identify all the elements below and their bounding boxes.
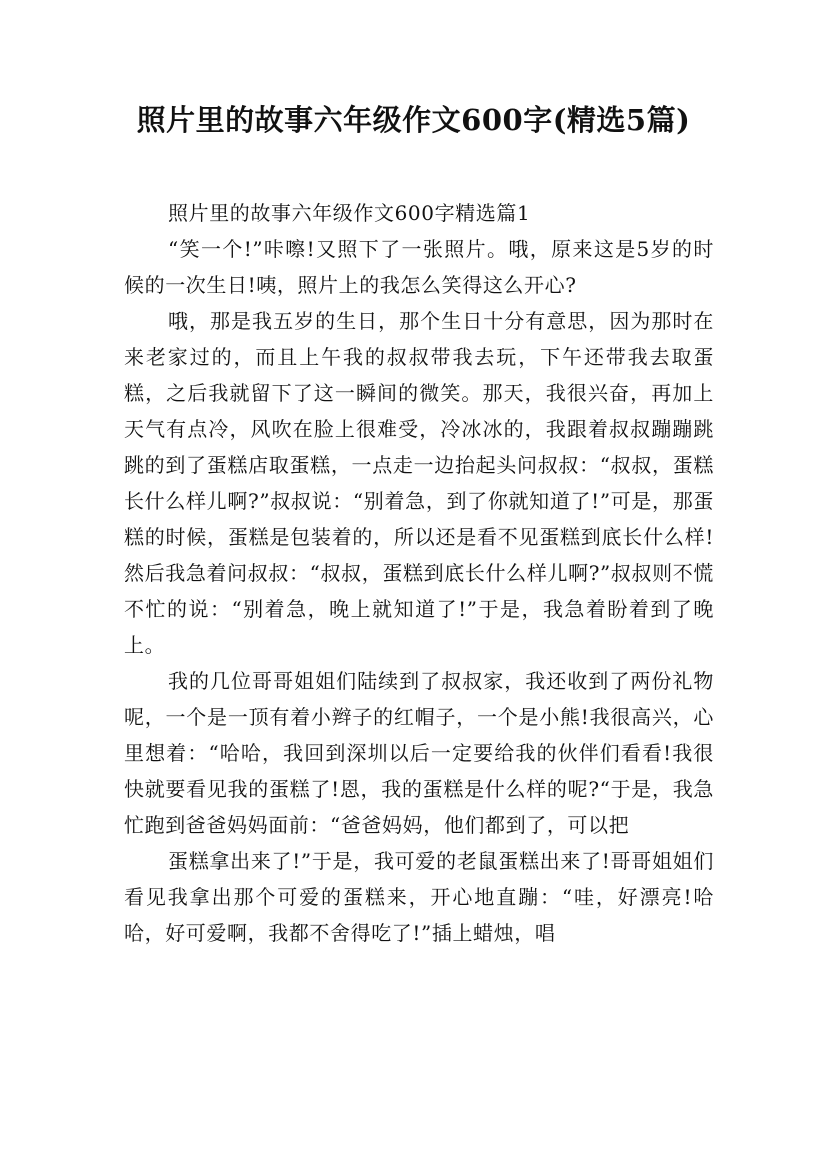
paragraph-1: “笑一个!”咔嚓!又照下了一张照片。哦，原来这是5岁的时候的一次生日!咦，照片上的我怎么笑得这么开心? bbox=[124, 237, 714, 297]
paragraph-4: 蛋糕拿出来了!”于是，我可爱的老鼠蛋糕出来了!哥哥姐姐们看见我拿出那个可爱的蛋糕来，开心地直蹦：“哇，好漂亮!哈哈，好可爱啊，我都不舍得吃了!”插上蜡烛，唱 bbox=[124, 849, 714, 945]
paragraph-2: 哦，那是我五岁的生日，那个生日十分有意思，因为那时在来老家过的，而且上午我的叔叔带我去玩，下午还带我去取蛋糕，之后我就留下了这一瞬间的微笑。那天，我很兴奋，再加上天气有点冷，风吹在脸上很难受，冷冰冰的，我跟着叔叔蹦蹦跳跳的到了蛋糕店取蛋糕，一点走一边抬起头问叔叔：“叔叔，蛋糕长什么样儿啊?”叔叔说：“别着急，到了你就知道了!”可是，那蛋糕的时候，蛋糕是包装着的，所以还是看不见蛋糕到底长什么样!然后我急着问叔叔：“叔叔，蛋糕到底长什么样儿啊?”叔叔则不慌不忙的说：“别着急，晚上就知道了!”于是，我急着盼着到了晚上。 bbox=[124, 309, 714, 657]
document-title: 照片里的故事六年级作文600字(精选5篇) bbox=[136, 103, 691, 137]
paragraph-3: 我的几位哥哥姐姐们陆续到了叔叔家，我还收到了两份礼物呢，一个是一顶有着小辫子的红帽子，一个是小熊!我很高兴，心里想着：“哈哈，我回到深圳以后一定要给我的伙伴们看看!我很快就要看见我的蛋糕了!恩，我的蛋糕是什么样的呢?“于是，我急忙跑到爸爸妈妈面前：“爸爸妈妈，他们都到了，可以把 bbox=[124, 669, 714, 837]
document-body bbox=[124, 195, 714, 951]
section-heading: 照片里的故事六年级作文600字精选篇1 bbox=[168, 201, 531, 225]
